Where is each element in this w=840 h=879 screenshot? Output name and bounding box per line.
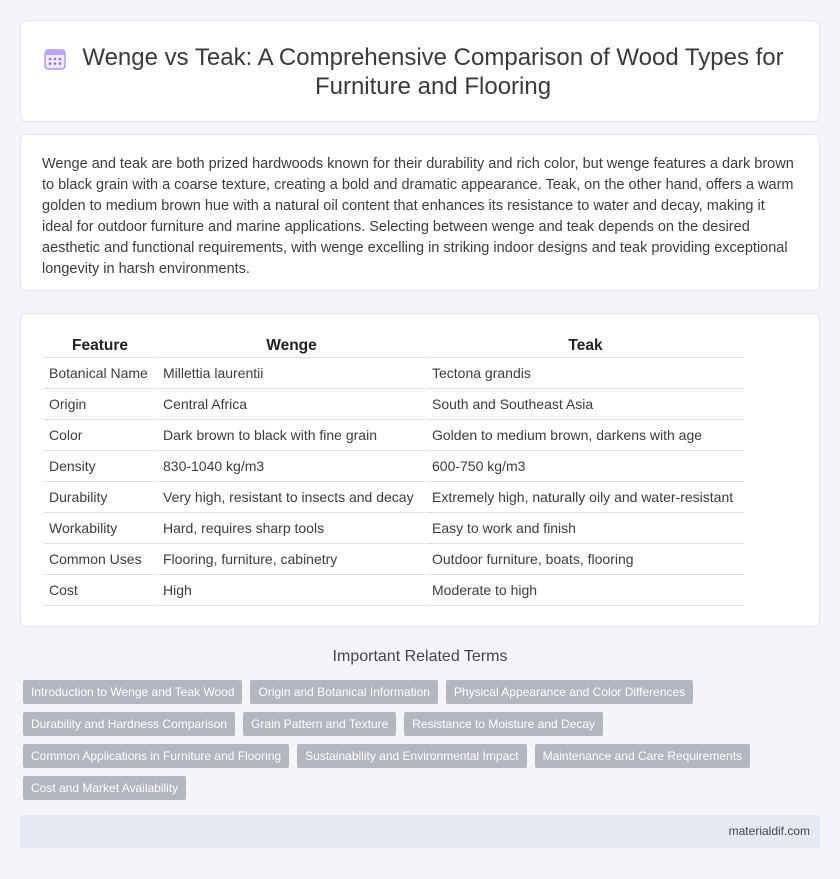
column-header: Teak (427, 334, 744, 358)
related-term-tag[interactable]: Durability and Hardness Comparison (23, 712, 235, 736)
table-cell: Color (44, 420, 156, 451)
table-row (44, 420, 744, 451)
table-cell: High (158, 575, 425, 606)
table-cell: Moderate to high (427, 575, 744, 606)
table-cell: Durability (44, 482, 156, 513)
table-cell: Central Africa (158, 389, 425, 420)
table-row (44, 358, 744, 389)
table-cell: Origin (44, 389, 156, 420)
table-cell: Hard, requires sharp tools (158, 513, 425, 544)
table-cell: Flooring, furniture, cabinetry (158, 544, 425, 575)
table-cell: Dark brown to black with fine grain (158, 420, 425, 451)
table-cell: Workability (44, 513, 156, 544)
table-cell: Outdoor furniture, boats, flooring (427, 544, 744, 575)
related-term-tag[interactable]: Origin and Botanical Information (250, 680, 437, 704)
related-term-tag[interactable]: Introduction to Wenge and Teak Wood (23, 680, 242, 704)
table-cell: 600-750 kg/m3 (427, 451, 744, 482)
comparison-table (42, 334, 746, 606)
related-terms-list (23, 680, 803, 800)
table-cell: South and Southeast Asia (427, 389, 744, 420)
related-terms-title: Important Related Terms (332, 648, 508, 665)
footer (20, 815, 820, 848)
related-term-tag[interactable]: Physical Appearance and Color Differences (446, 680, 693, 704)
related-term-tag[interactable]: Grain Pattern and Texture (243, 712, 396, 736)
table-cell: Common Uses (44, 544, 156, 575)
table-cell: Cost (44, 575, 156, 606)
related-term-tag[interactable]: Cost and Market Availability (23, 776, 186, 800)
table-cell: Extremely high, naturally oily and water-resistant (427, 482, 744, 513)
related-term-tag[interactable]: Maintenance and Care Requirements (535, 744, 750, 768)
table-cell: Millettia laurentii (158, 358, 425, 389)
related-term-tag[interactable]: Sustainability and Environmental Impact (297, 744, 526, 768)
table-cell: Botanical Name (44, 358, 156, 389)
column-header: Wenge (158, 334, 425, 358)
table-row (44, 513, 744, 544)
column-header: Feature (44, 334, 156, 358)
table-cell: Density (44, 451, 156, 482)
table-cell: Very high, resistant to insects and decay (158, 482, 425, 513)
table-cell: Golden to medium brown, darkens with age (427, 420, 744, 451)
table-row (44, 451, 744, 482)
header-card (20, 20, 820, 122)
related-term-tag[interactable]: Resistance to Moisture and Decay (404, 712, 603, 736)
related-term-tag[interactable]: Common Applications in Furniture and Flooring (23, 744, 289, 768)
table-row (44, 544, 744, 575)
comparison-card (20, 313, 820, 627)
intro-paragraph: Wenge and teak are both prized hardwoods known for their durability and rich color, but wenge features a dark brown to black grain with a coarse texture, creating a bold and dramatic appearance. Teak, on the other hand, offers a warm golden to medium brown hue with a natural oil content that enhances its resistance to water and decay, making it ideal for outdoor furniture and marine applications. Selecting between wenge and teak depends on the desired aesthetic and functional requirements, with wenge excelling in striking indoor designs and teak providing exceptional longevity in harsh environments. (42, 156, 794, 277)
table-cell: 830-1040 kg/m3 (158, 451, 425, 482)
table-cell: Tectona grandis (427, 358, 744, 389)
table-row (44, 575, 744, 606)
footer-site-link[interactable]: materialdif.com (728, 824, 810, 838)
table-cell: Easy to work and finish (427, 513, 744, 544)
intro-card (20, 134, 820, 291)
page-title: Wenge vs Teak: A Comprehensive Comparison of Wood Types for Furniture and Flooring (82, 44, 784, 100)
table-header-row (44, 334, 744, 358)
table-row (44, 389, 744, 420)
table-row (44, 482, 744, 513)
